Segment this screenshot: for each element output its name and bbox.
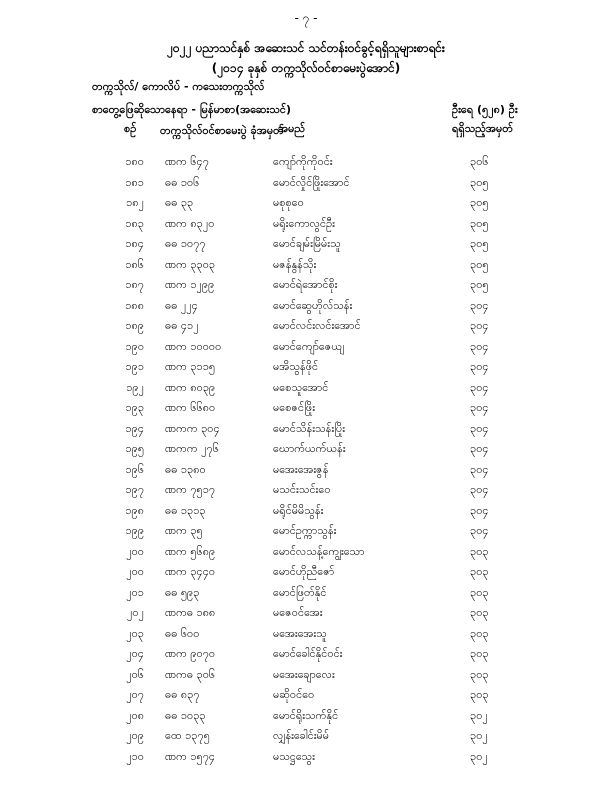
table-row: [0, 196, 612, 217]
column-header-name: အမည်: [278, 122, 306, 135]
student-name: မအိသွန်ဖိုင်: [273, 360, 319, 373]
student-name: မောင်ကျော်ဇေယျ: [273, 339, 344, 353]
student-name: မရိုင်မိမိသွန်း: [273, 503, 324, 517]
score-value: ၃၀၃: [470, 565, 489, 578]
document-title: ၂၀၂၂ ပညာသင်နှစ် အဆေးသင် သင်တန်းဝင်ခွင့်ရရှိသူများစာရင်း: [167, 41, 445, 55]
table-row: [0, 586, 612, 607]
score-value: ၃၀၄: [470, 298, 489, 312]
roll-number: ဏကဓ ၁၈၈: [165, 606, 216, 619]
score-value: ၃၀၃: [470, 606, 489, 619]
score-value: ၃၀၃: [470, 688, 489, 701]
student-name: မအေးအေးသူ: [273, 626, 327, 640]
total-count: ဦးရေ (၅၂၈) ဦး: [452, 103, 518, 116]
roll-number: ဓဓ ၃၃: [165, 196, 194, 209]
table-row: [0, 688, 612, 709]
student-name: မစုစုဝေ: [273, 196, 304, 209]
student-name: မအေးအေးဇွန်: [273, 462, 329, 476]
roll-number: ဏက ၃၅: [165, 524, 203, 537]
roll-number: ဓဓ ၁၀၇၇: [165, 237, 206, 250]
table-row: [0, 155, 612, 176]
row-number: ၂၀၂: [127, 606, 144, 619]
table-row: [0, 319, 612, 340]
row-number: ၁၈၄: [125, 237, 144, 250]
row-number: ၁၉၅: [125, 442, 144, 455]
table-row: [0, 278, 612, 299]
table-row: [0, 401, 612, 422]
score-value: ၃၀၂: [470, 749, 488, 763]
row-number: ၁၉၁: [125, 360, 144, 373]
score-value: ၃၀၅: [470, 196, 489, 209]
student-name: မောင်လသန့်ကျွေးသော: [273, 544, 365, 558]
score-value: ၃၀၂: [470, 708, 488, 722]
score-value: ၃၀၄: [470, 360, 489, 373]
results-table: [0, 155, 612, 770]
roll-number: ဏက ၆၆၈၀: [165, 401, 216, 414]
row-number: ၂၀၀: [126, 544, 144, 558]
student-name: မောင်ရဲအောင်စိုး: [273, 278, 338, 291]
table-row: [0, 299, 612, 320]
roll-number: ဏက ၅၆၈၉: [165, 544, 216, 558]
table-row: [0, 709, 612, 730]
roll-number: ဏက ၁၅၇၄: [165, 749, 216, 763]
table-row: [0, 442, 612, 463]
roll-number: ဏက ၇၅၁၇: [165, 483, 216, 496]
student-name: ကျော်ကိုကိုဝင်း: [273, 155, 333, 168]
roll-number: ဏကဓ ၃၀၆: [165, 667, 216, 681]
score-value: ၃၀၅: [470, 175, 489, 189]
student-name: မဇေဝင်အေး: [273, 606, 323, 619]
row-number: ၂၀၉: [126, 729, 144, 742]
score-value: ၃၀၆: [470, 155, 489, 168]
row-number: ၂၀၀: [126, 565, 144, 578]
table-row: [0, 422, 612, 443]
student-name: မောင်ခေါင်နိုင်ဝင်း: [273, 647, 343, 660]
score-value: ၃၀၃: [470, 667, 489, 681]
score-value: ၃၀၅: [470, 216, 489, 230]
roll-number: ဓဓ ၁၃၁၃: [165, 503, 206, 517]
column-header-roll-no: တက္ကသိုလ်ဝင်စာမေးပွဲ ခုံအမှတ်: [160, 124, 284, 137]
roll-number: ဓဓ ၄၁၂: [165, 319, 199, 332]
table-row: [0, 729, 612, 750]
table-row: [0, 545, 612, 566]
student-name: ဃောက်ယက်ယန်း: [273, 442, 346, 455]
row-number: ၂၀၃: [126, 626, 144, 640]
student-name: မောင်ရိုးသက်နိုင်: [273, 708, 339, 722]
table-row: [0, 565, 612, 586]
score-value: ၃၀၄: [470, 401, 489, 414]
student-name: လျှန်းခေါင်းမိမ်: [273, 729, 330, 742]
table-row: [0, 483, 612, 504]
roll-number: ဓဓ ၅၉၃: [165, 585, 200, 599]
roll-number: ဓဓ ၈၃၇: [165, 688, 200, 701]
row-number: ၂၀၇: [126, 688, 144, 701]
score-value: ၃၀၅: [470, 278, 489, 291]
student-name: မသဋ္ဌသွေး: [273, 749, 315, 763]
table-row: [0, 627, 612, 648]
score-value: ၃၀၂: [470, 729, 488, 742]
score-value: ၃၀၅: [470, 237, 489, 250]
score-value: ၃၀၄: [470, 421, 489, 435]
student-name: မောင်ဖြတ်နိုင်: [273, 585, 327, 599]
university-label: တက္ကသိုလ်/ ကောလိပ် - ကသေးတက္ကသိုလ်: [92, 80, 265, 93]
roll-number: ဓဓ ၁၀၃၃: [165, 708, 206, 722]
student-name: မသင်းသင်းဝေ: [273, 483, 331, 496]
table-row: [0, 524, 612, 545]
roll-number: ဓဓ ၁၃၈၀: [165, 462, 206, 476]
row-number: ၁၉၇: [125, 483, 144, 496]
table-row: [0, 647, 612, 668]
roll-number: ဏက ၁၀၀၀၀: [165, 339, 222, 353]
score-value: ၃၀၄: [470, 503, 489, 517]
score-value: ၃၀၄: [470, 483, 489, 496]
score-value: ၃၀၃: [470, 585, 489, 599]
table-row: [0, 381, 612, 402]
row-number: ၂၀၆: [126, 667, 144, 681]
student-name: မစေသူအောင်: [273, 380, 329, 394]
row-number: ၁၈၀: [125, 155, 144, 168]
row-number: ၂၀၈: [126, 708, 144, 722]
row-number: ၁၈၉: [125, 319, 144, 332]
row-number: ၁၈၇: [125, 278, 144, 291]
roll-number: ဏက ၃၄၄၀: [165, 565, 216, 578]
table-row: [0, 606, 612, 627]
row-number: ၁၈၂: [126, 196, 144, 209]
student-name: မအေးချောလေး: [273, 667, 335, 681]
table-row: [0, 237, 612, 258]
row-number: ၁၉၉: [125, 524, 144, 537]
score-value: ၃၀၃: [470, 647, 489, 660]
roll-number: ဏကက ၃၀၄: [165, 421, 220, 435]
student-name: မောင်သိန်းသန်းပြိုး: [273, 421, 346, 435]
column-header-no: စဉ်: [124, 122, 137, 135]
row-number: ၁၉၄: [125, 421, 144, 435]
row-number: ၁၉၀: [125, 339, 144, 353]
roll-number: ဏက ၃၁၁၅: [165, 360, 216, 373]
score-value: ၃၀၅: [470, 257, 489, 271]
row-number: ၁၉၈: [125, 503, 144, 517]
student-name: မဇန်နွန်သိုး: [273, 257, 317, 271]
roll-number: ဏက ၃၃၀၃: [165, 257, 216, 271]
score-value: ၃၀၄: [470, 319, 489, 332]
row-number: ၁၈၈: [125, 298, 144, 312]
row-number: ၁၉၃: [125, 401, 144, 414]
student-name: မောင်ဥက္ကာသွန်း: [273, 524, 337, 537]
row-number: ၁၈၆: [125, 257, 144, 271]
roll-number: ဏက ၈၀၃၉: [165, 380, 216, 394]
score-value: ၃၀၄: [470, 442, 489, 455]
roll-number: ဏက ၉၀၇၀: [165, 647, 216, 660]
document-subtitle: (၂၀၁၄ ခုနှစ် တက္ကသိုလ်ဝင်စာမေးပွဲအောင်): [211, 61, 401, 75]
student-name: မောင်ဆွေဟိုလ်သန်း: [273, 298, 353, 312]
row-number: ၂၀၄: [126, 647, 144, 660]
row-number: ၁၉၆: [125, 462, 144, 476]
row-number: ၁၈၃: [125, 216, 144, 230]
student-name: မဆိုဝင်ဝေ: [273, 688, 315, 701]
table-row: [0, 360, 612, 381]
score-value: ၃၀၄: [470, 462, 489, 476]
exam-center-label: စာတွေ့ဖြေဆိုသောနေရာ - မြန်မာစာ(အဆေးသင်): [92, 103, 291, 116]
row-number: ၂၁၀: [126, 749, 144, 763]
student-name: မရိုးကောလွင်ဦး: [273, 216, 335, 230]
table-row: [0, 504, 612, 525]
page-number: - ၇ -: [294, 11, 318, 25]
table-row: [0, 258, 612, 279]
table-row: [0, 217, 612, 238]
student-name: မောင်ချမ်းမြိမ်းသူ: [273, 237, 341, 250]
roll-number: ဓဓ ၆၀၀: [165, 626, 200, 640]
table-row: [0, 340, 612, 361]
score-value: ၃၀၄: [470, 380, 489, 394]
score-value: ၃၀၄: [470, 339, 489, 353]
score-value: ၃၀၃: [470, 544, 489, 558]
row-number: ၂၀၁: [126, 585, 144, 599]
roll-number: ဏက ၈၃၂၀: [165, 216, 215, 230]
table-row: [0, 668, 612, 689]
roll-number: ဏက ၆၄၇: [165, 155, 209, 168]
student-name: မောင်လှိုင်ဖြိုးအောင်: [273, 175, 350, 189]
roll-number: ဏက ၁၂၉၉: [165, 278, 215, 291]
student-name: မစေဇင်ဖြိုး: [273, 401, 316, 414]
row-number: ၁၉၂: [126, 380, 144, 394]
score-value: ၃၀၃: [470, 626, 489, 640]
table-row: [0, 463, 612, 484]
row-number: ၁၈၁: [125, 175, 144, 189]
table-row: [0, 750, 612, 771]
score-value: ၃၀၄: [470, 524, 489, 537]
student-name: မောင်ဟိုညီဇော်: [273, 565, 335, 578]
roll-number: ထေ ၁၃၇၅: [165, 729, 210, 742]
roll-number: ဏကက ၂၇၆: [165, 442, 219, 455]
student-name: မောင်လင်းလင်းအောင်: [273, 319, 361, 332]
roll-number: ဓဓ ၁၀၆: [165, 175, 200, 189]
roll-number: ဓဓ ၂၂၄: [165, 298, 198, 312]
table-row: [0, 176, 612, 197]
column-header-score: ရရှိသည့်အမှတ်: [452, 122, 513, 135]
